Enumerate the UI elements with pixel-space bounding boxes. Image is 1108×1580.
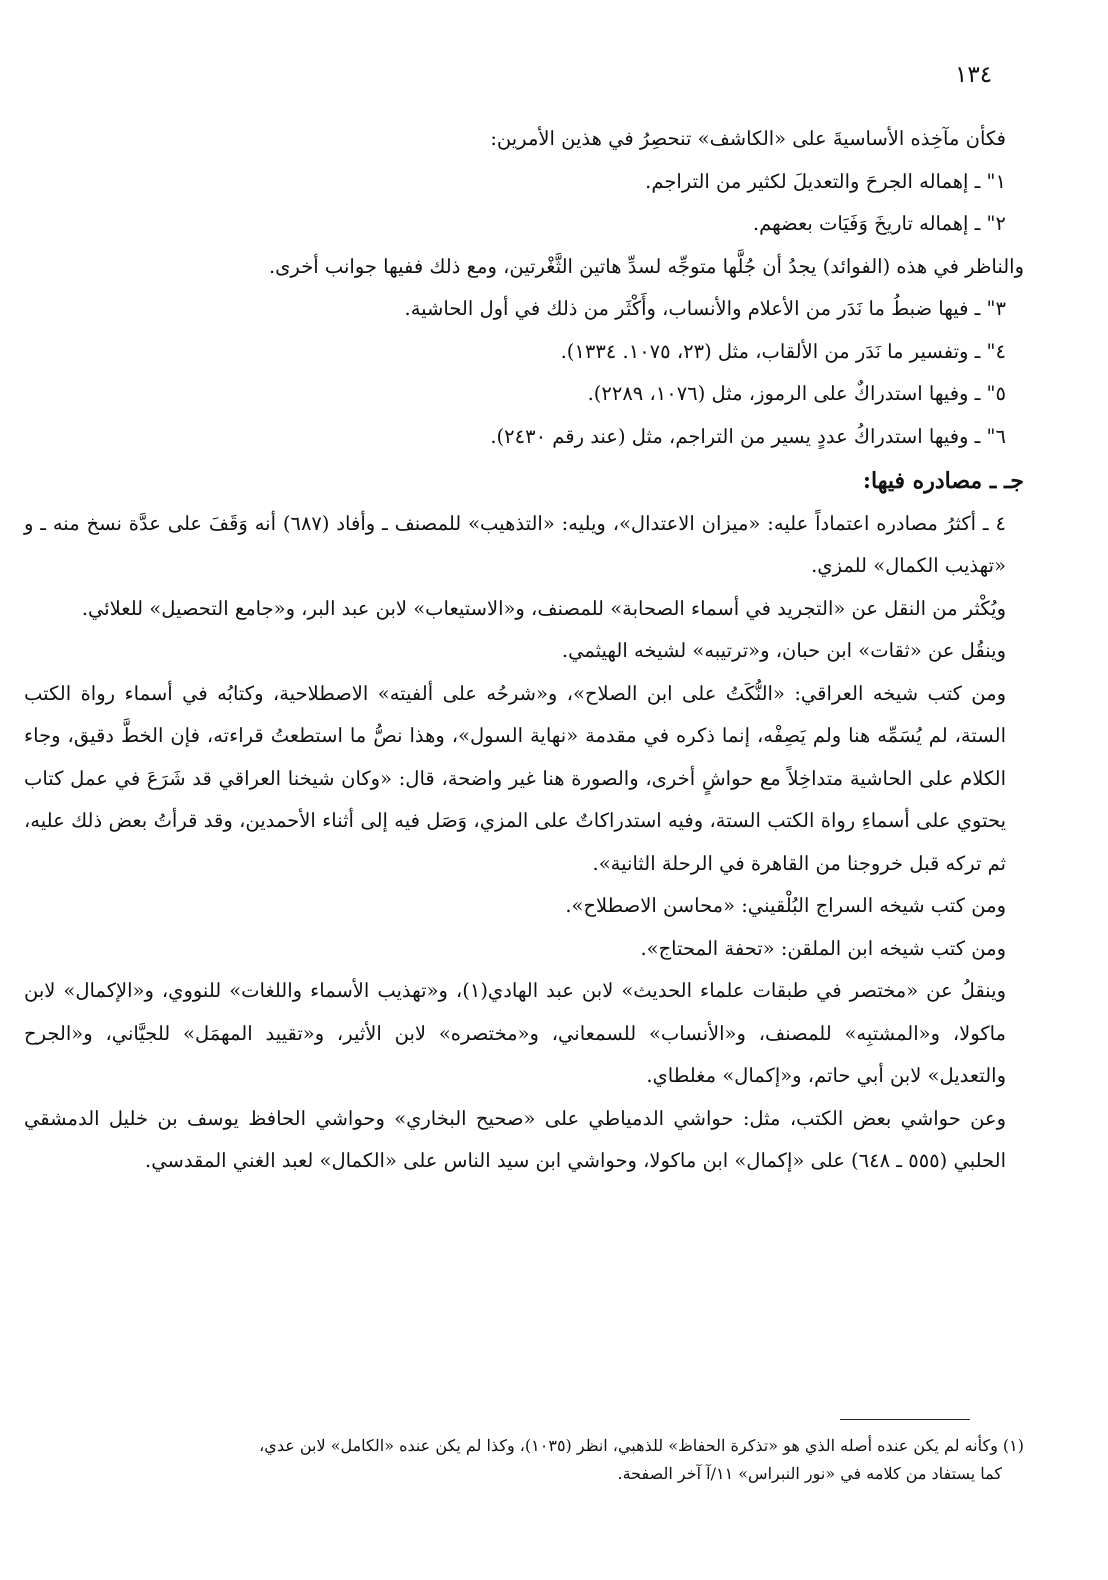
list-item: ٦" ـ وفيها استدراكُ عددٍ يسير من التراجم، مثل (عند رقم ٢٤٣٠). — [490, 424, 1006, 448]
footnote: (١) وكأنه لم يكن عنده أصله الذي هو «تذكرة الحفاظ» للذهبي، انظر (١٠٣٥)، وكذا لم يكن عنده «الكامل» لابن عدي، — [259, 1436, 1024, 1455]
list-item: ١" ـ إهماله الجرحَ والتعديلَ لكثير من التراجم. — [645, 169, 1006, 193]
paragraph: وينقُل عن «ثقات» ابن حبان، و«ترتيبه» لشيخه الهيثمي. — [561, 639, 1006, 662]
list-item: ٥" ـ وفيها استدراكٌ على الرموز، مثل (١٠٧٦، ٢٢٨٩). — [587, 382, 1006, 405]
list-item: ٤" ـ وتفسير ما نَدَر من الألقاب، مثل (٢٣، ١٠٧٥. ١٣٣٤). — [560, 339, 1006, 363]
paragraph: ٤ ـ أكثرُ مصادره اعتماداً عليه: «ميزان الاعتدال»، ويليه: «التذهيب» للمصنف ـ وأفاد (٦٨٧) أنه وَقَفَ على عدَّة نسخ منه ـ و «تهذيب الكمال» للمزي. — [24, 511, 1006, 577]
paragraph: وعن حواشي بعض الكتب، مثل: حواشي الدمياطي على «صحيح البخاري» وحواشي الحافظ يوسف بن خليل الدمشقي الحلبي (٥٥٥ ـ ٦٤٨) على «إكمال» ابن ماكولا، وحواشي ابن سيد الناس على «الكمال» لعبد الغني المقدسي. — [24, 1106, 1006, 1172]
paragraph: والناظر في هذه (الفوائد) يجدُ أن جُلَّها متوجِّه لسدِّ هاتين الثَّغْرتين، ومع ذلك ففيها جوانب أخرى. — [268, 254, 1024, 278]
list-item: ٢" ـ إهماله تاريخَ وَفَيَات بعضهم. — [752, 212, 1006, 235]
page-number: ١٣٤ — [955, 62, 993, 88]
footnotes — [24, 1432, 1024, 1488]
paragraph: فكأن مآخِذه الأساسيةَ على «الكاشف» تنحصِرُ في هذين الأمرين: — [490, 127, 1006, 150]
paragraph: وينقلُ عن «مختصر في طبقات علماء الحديث» لابن عبد الهادي(١)، و«تهذيب الأسماء واللغات» للنووي، و«الإكمال» لابن ماكولا، و«المشتبِه» للمصنف، و«الأنساب» للسمعاني، و«مختصره» لابن الأثير، و«تقييد المهمَل» للجيَّاني، و«الجرح والتعديل» لابن أبي حاتم، و«إكمال» مغلطاي. — [24, 979, 1007, 1087]
list-item: ٣" ـ فيها ضبطُ ما نَدَر من الأعلام والأنساب، وأَكْثَر من ذلك في أول الحاشية. — [404, 297, 1006, 320]
paragraph: ومن كتب شيخه السراج البُلْقيني: «محاسن الاصطلاح». — [565, 894, 1006, 917]
paragraph: ويُكْثر من النقل عن «التجريد في أسماء الصحابة» للمصنف، و«الاستيعاب» لابن عبد البر، و«جامع التحصيل» للعلائي. — [81, 596, 1006, 620]
footnote-divider — [840, 1419, 970, 1420]
paragraph: ومن كتب شيخه العراقي: «النُّكَتُ على ابن الصلاح»، و«شرحُه على ألفيته» الاصطلاحية، وكتابُه في أسماء رواة الكتب الستة، لم يُسَمِّه هنا ولم يَصِفْه، إنما ذكره في مقدمة «نهاية السول»، وهذا نصُّ ما استطعتُ قراءته، فإن الخطَّ دقيق، وجاء الكلام على الحاشية متداخِلاً مع حواشٍ أخرى، والصورة هنا غير واضحة، قال: «وكان شيخنا العراقي قد شَرَعَ في عمل كتاب يحتوي على أسماءِ رواة الكتب الستة، وفيه استدراكاتٌ على المزي، وَصَل فيه إلى أثناء الأحمدين، وقد قرأتُ بعض ذلك عليه، ثم تركه قبل خروجنا من القاهرة في الرحلة الثانية». — [24, 681, 1006, 875]
footnote-continuation: كما يستفاد من كلامه في «نور النبراس» ١١/آ آخر الصفحة. — [617, 1464, 1002, 1483]
section-heading: جـ ـ مصادره فيها: — [862, 468, 1024, 494]
main-text — [24, 118, 1024, 1183]
paragraph: ومن كتب شيخه ابن الملقن: «تحفة المحتاج». — [640, 936, 1006, 960]
